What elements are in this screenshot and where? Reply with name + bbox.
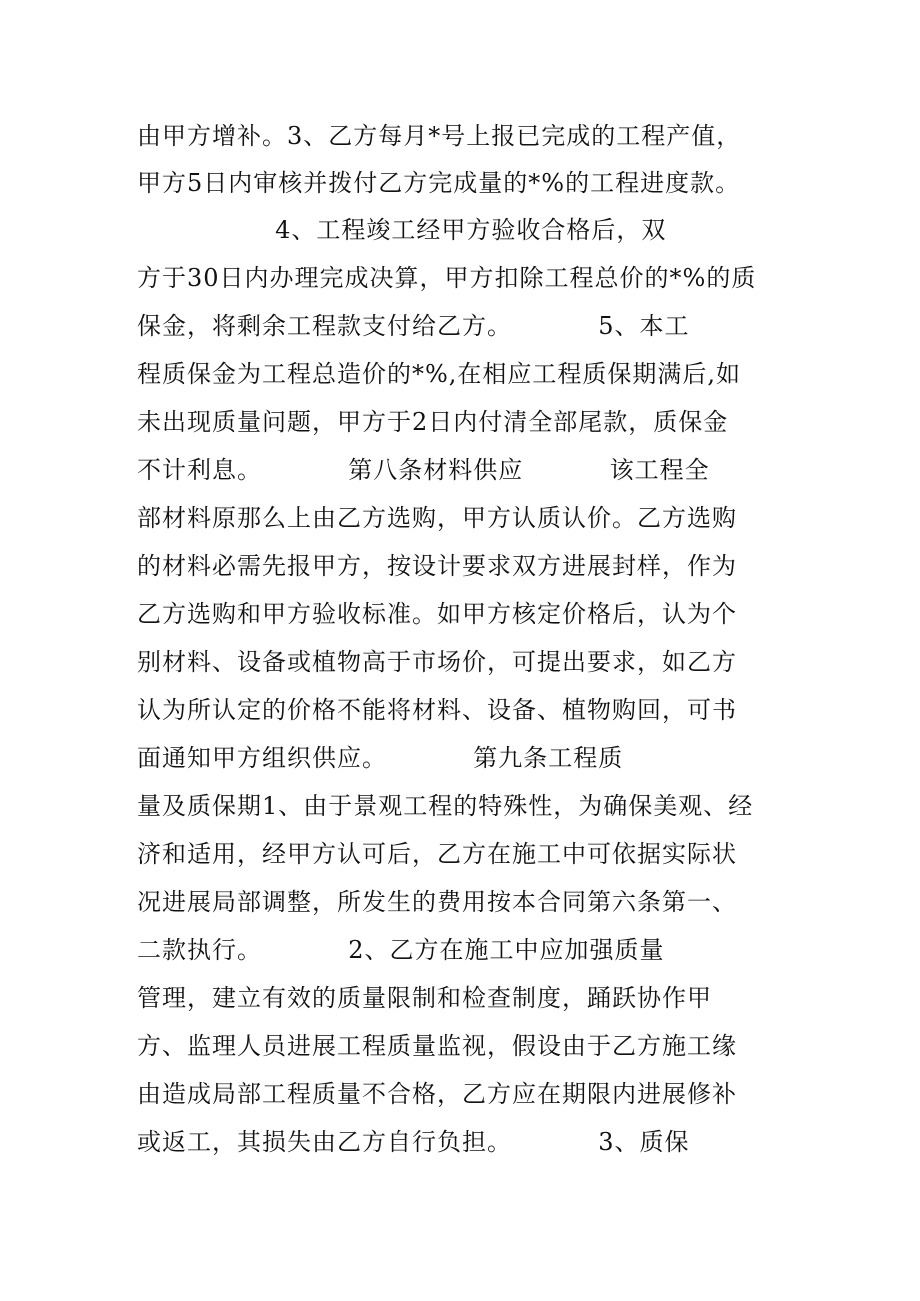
text-line: 况进展局部调整，所发生的费用按本合同第六条第一、 — [137, 888, 737, 916]
text-line: 甲方5日内审核并拨付乙方完成量的*%的工程进度款。 — [137, 169, 741, 197]
text-line: 管理，建立有效的质量限制和检查制度，踊跃协作甲 — [137, 984, 712, 1012]
text-line: 的材料必需先报甲方，按设计要求双方进展封样，作为 — [137, 552, 737, 580]
text-line: 不计利息。 第八条材料供应 该工程全 — [137, 456, 710, 484]
text-line: 或返工，其损失由乙方自行负担。 3、质保 — [137, 1128, 690, 1156]
text-line: 别材料、设备或植物高于市场价，可提出要求，如乙方 — [137, 648, 737, 676]
text-line: 由造成局部工程质量不合格，乙方应在期限内进展修补 — [137, 1080, 737, 1108]
text-line: 方于30日内办理完成决算，甲方扣除工程总价的*%的质 — [137, 264, 757, 292]
text-line: 面通知甲方组织供应。 第九条工程质 — [137, 744, 624, 772]
text-line: 量及质保期1、由于景观工程的特殊性，为确保美观、经 — [137, 792, 754, 820]
text-line: 济和适用，经甲方认可后，乙方在施工中可依据实际状 — [137, 840, 737, 868]
text-line: 认为所认定的价格不能将材料、设备、植物购回，可书 — [137, 696, 737, 724]
text-line: 部材料原那么上由乙方选购，甲方认质认价。乙方选购 — [137, 504, 737, 532]
text-line: 二款执行。 2、乙方在施工中应加强质量 — [137, 936, 665, 964]
text-line: 未出现质量问题，甲方于2日内付清全部尾款，质保金 — [137, 408, 729, 436]
text-line: 由甲方增补。3、乙方每月*号上报已完成的工程产值， — [137, 122, 742, 150]
text-line: 程质保金为工程总造价的*%,在相应工程质保期满后,如 — [137, 360, 742, 388]
text-line: 4、工程竣工经甲方验收合格后，双 — [137, 216, 667, 244]
text-line: 方、监理人员进展工程质量监视，假设由于乙方施工缘 — [137, 1032, 737, 1060]
text-line: 保金，将剩余工程款支付给乙方。 5、本工 — [137, 312, 690, 340]
text-line: 乙方选购和甲方验收标准。如甲方核定价格后，认为个 — [137, 600, 737, 628]
